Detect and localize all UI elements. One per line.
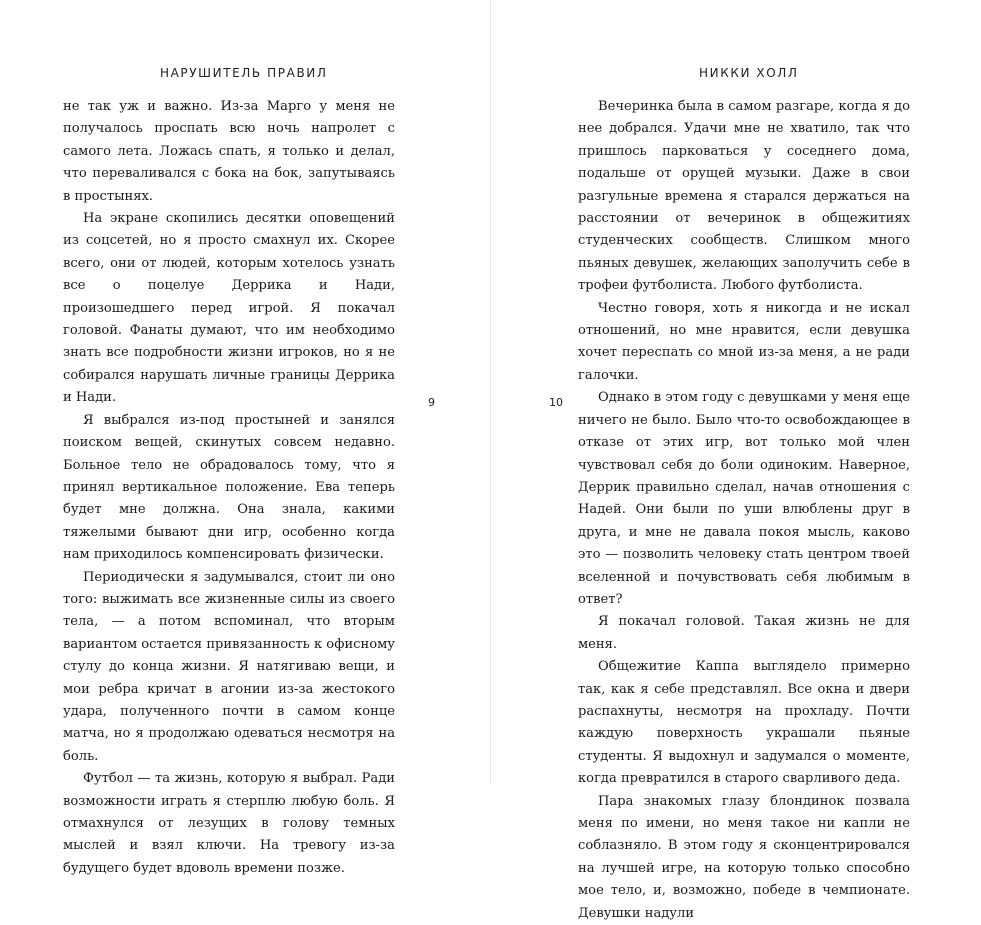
paragraph: Я покачал головой. Такая жизнь не для меня. [578,614,910,652]
paragraph: Общежитие Каппа выглядело примерно так, как я себе представлял. Все окна и двери распахнуты, несмотря на прохладу. Почти каждую поверхность украшали пьяные студенты. Я выдохнул и задумался о моменте, когда превратился в старого сварливого деда. [578,659,910,787]
paragraph: Периодически я задумывался, стоит ли оно того: выжимать все жизненные силы из своего тела, — а потом вспоминал, что вторым вариантом остается привязанность к офисному стулу до конца жизни. Я натягиваю вещи, и мои ребра кричат в агонии из-за жестокого удара, полученного почти в самом конце матча, но я продолжаю одеваться несмотря на боль. [63,569,395,764]
paragraph: На экране скопились десятки оповещений из соцсетей, но я просто смахнул их. Скорее всего, они от людей, которым хотелось узнать все о поцелуе Деррика и Нади, произошедшего перед игрой. Я покачал головой. Фанаты думают, что им необходимо знать все подробности жизни игроков, но я не собирался нарушать личные границы Деррика и Нади. [63,211,395,406]
running-head-left: НАРУШИТЕЛЬ ПРАВИЛ [160,66,328,80]
page-number-left: 9 [428,396,435,409]
running-head-right: НИККИ ХОЛЛ [699,66,799,80]
right-page [491,0,981,921]
left-page [0,0,490,876]
page-number-right: 10 [549,396,563,409]
right-text-block [578,96,910,925]
paragraph: Я выбрался из-под простыней и занялся поиском вещей, скинутых совсем недавно. Больное тело не обрадовалось тому, что я принял вертикальное положение. Ева теперь будет мне должна. Она знала, какими тяжелыми бывают дни игр, особенно когда нам приходилось компенсировать физически. [63,412,395,563]
paragraph: Честно говоря, хоть я никогда и не искал отношений, но мне нравится, если девушка хочет переспать со мной из-за меня, а не ради галочки. [578,300,910,383]
paragraph: Однако в этом году с девушками у меня еще ничего не было. Было что-то освобождающее в отказе от этих игр, вот только мой член чувствовал себя до боли одиноким. Наверное, Деррик правильно сделал, начав отношения с Надей. Они были по уши влюблены друг в друга, и мне не давала покоя мысль, каково это — позволить человеку стать центром твоей вселенной и почувствовать себя любимым в ответ? [578,390,910,607]
paragraph: не так уж и важно. Из-за Марго у меня не получалось проспать всю ночь напролет с самого лета. Ложась спать, я только и делал, что переваливался с бока на бок, запутываясь в простынях. [63,99,395,204]
left-text-block [63,96,395,880]
paragraph: Футбол — та жизнь, которую я выбрал. Ради возможности играть я стерплю любую боль. Я отмахнулся от лезущих в голову темных мыслей и взял ключи. На тревогу из-за будущего будет вдоволь времени позже. [63,771,395,876]
paragraph: Вечеринка была в самом разгаре, когда я до нее добрался. Удачи мне не хватило, так что пришлось парковаться у соседнего дома, подальше от орущей музыки. Даже в свои разгульные времена я старался держаться на расстоянии от вечеринок в общежитиях студенческих сообществ. Слишком много пьяных девушек, желающих заполучить себе в трофеи футболиста. Любого футболиста. [578,99,910,294]
paragraph: Пара знакомых глазу блондинок позвала меня по имени, но меня такое ни капли не соблазняло. В этом году я сконцентрировался на лучшей игре, на которую только способно мое тело, и, возможно, победе в чемпионате. Девушки надули [578,793,910,921]
